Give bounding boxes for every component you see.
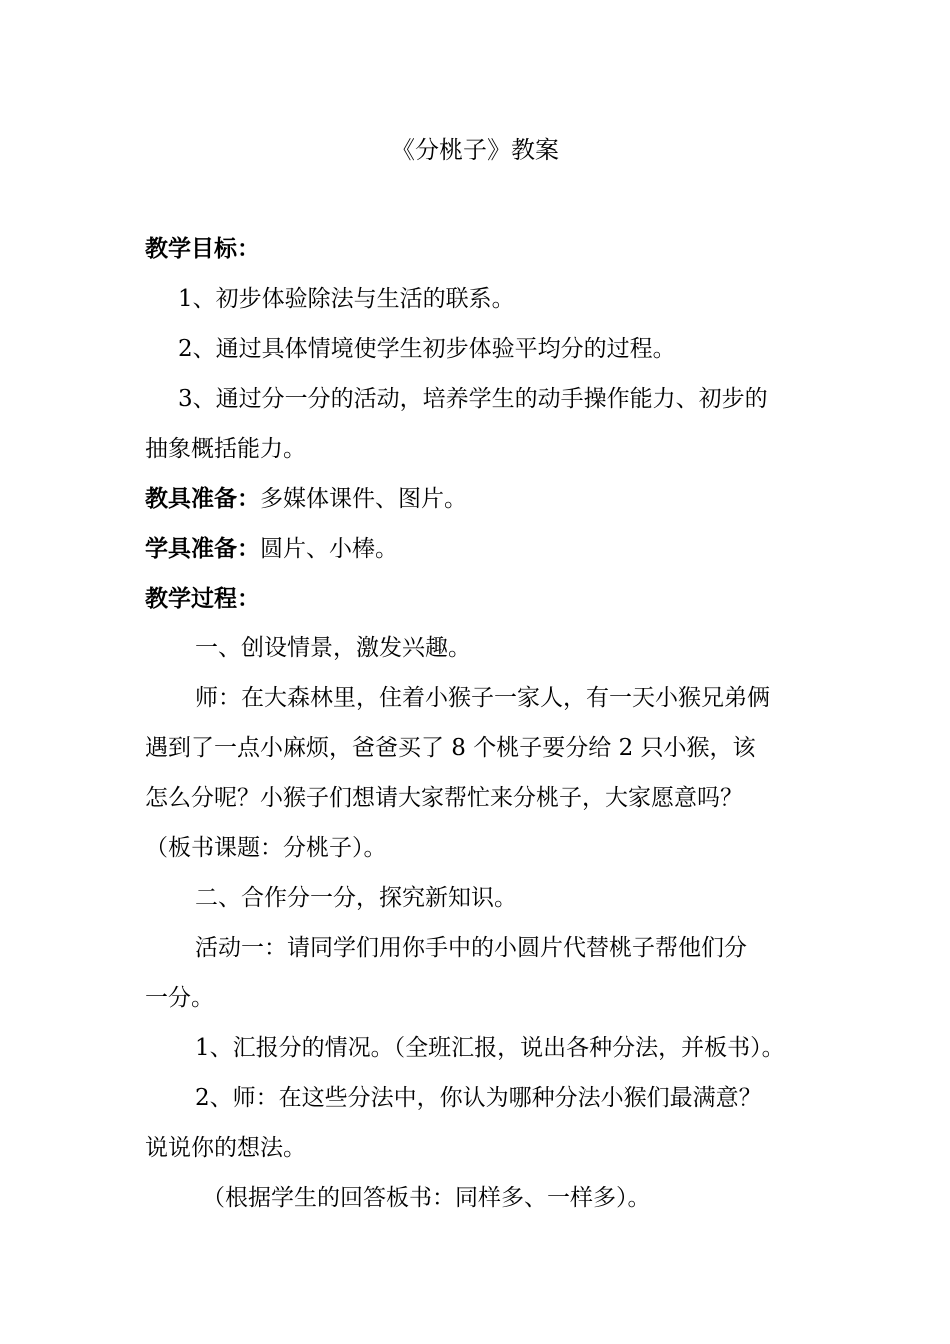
student-tools-value: 圆片、小棒。 [260, 536, 398, 562]
process-line: 二、合作分一分，探究新知识。 [195, 885, 517, 911]
document-title: 《分桃子》教案 [391, 136, 559, 164]
objective-item-continued: 抽象概括能力。 [145, 436, 306, 462]
student-tools-line [145, 535, 815, 563]
teacher-tools-value: 多媒体课件、图片。 [260, 486, 467, 512]
objectives-heading: 教学目标： [145, 236, 260, 262]
objective-item: 2、通过具体情境使学生初步体验平均分的过程。 [178, 336, 676, 362]
process-line: 一分。 [145, 985, 214, 1011]
process-line: 活动一：请同学们用你手中的小圆片代替桃子帮他们分 [195, 935, 747, 961]
teacher-tools-label: 教具准备： [145, 486, 260, 512]
teacher-tools-line [145, 485, 815, 513]
process-line: 2、师：在这些分法中，你认为哪种分法小猴们最满意？ [195, 1085, 762, 1111]
process-line: （根据学生的回答板书：同样多、一样多）。 [202, 1185, 651, 1211]
process-line: 师：在大森林里，住着小猴子一家人，有一天小猴兄弟俩 [195, 685, 770, 711]
process-heading: 教学过程： [145, 586, 260, 612]
process-line: 1、汇报分的情况。（全班汇报，说出各种分法，并板书）。 [195, 1035, 785, 1061]
process-line: 怎么分呢？小猴子们想请大家帮忙来分桃子，大家愿意吗？ [145, 785, 743, 811]
process-line: 说说你的想法。 [145, 1135, 306, 1161]
student-tools-label: 学具准备： [145, 536, 260, 562]
process-line: （板书课题：分桃子）。 [145, 835, 387, 861]
process-line: 一、创设情景，激发兴趣。 [195, 635, 471, 661]
objective-item: 1、初步体验除法与生活的联系。 [178, 286, 515, 312]
objective-item: 3、通过分一分的活动，培养学生的动手操作能力、初步的 [178, 386, 768, 412]
process-line: 遇到了一点小麻烦，爸爸买了 8 个桃子要分给 2 只小猴，该 [145, 735, 756, 761]
